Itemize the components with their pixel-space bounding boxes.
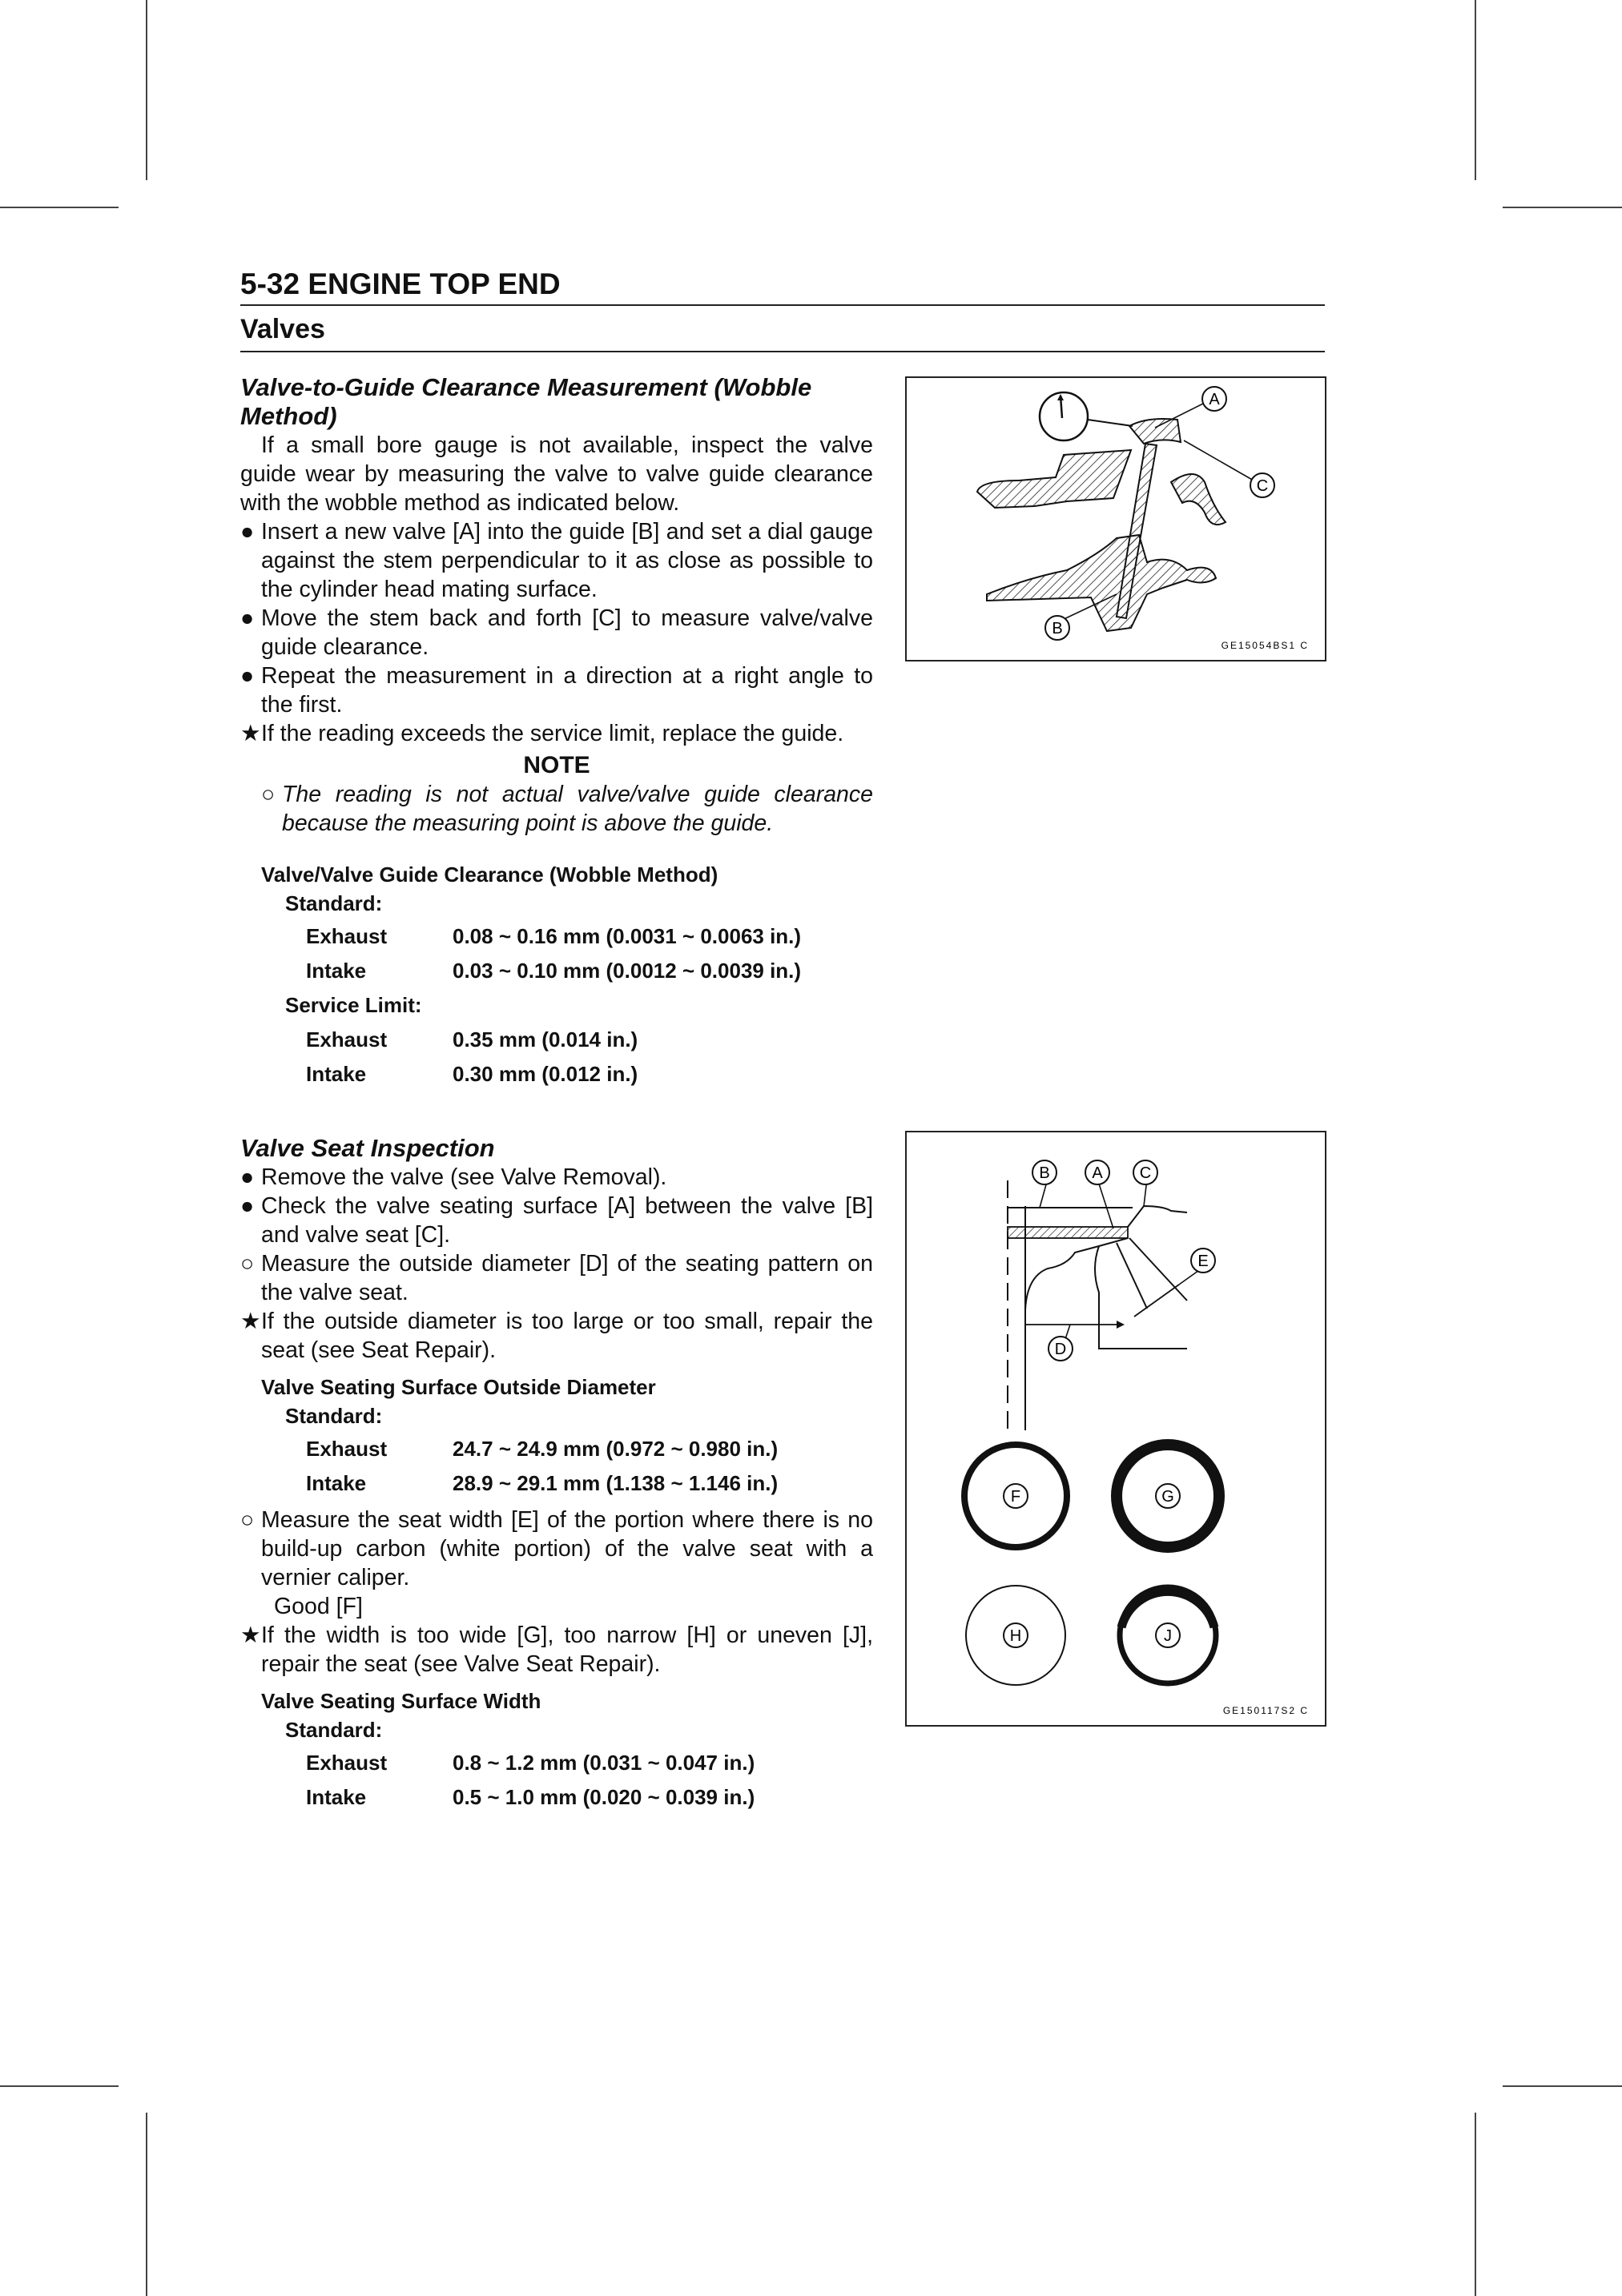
label-c (1250, 473, 1274, 497)
seat-star: ★ If the width is too wide [G], too narrow [H] or uneven [J], repair the seat (see Valve Seat Repair). (240, 1622, 873, 1677)
spec-subtitle: Standard: (285, 1404, 383, 1428)
svg-text:B: B (1039, 1164, 1050, 1182)
svg-text:B: B (1052, 620, 1063, 637)
label-h (1004, 1623, 1028, 1647)
wobble-figure (905, 376, 1326, 661)
bullet-mark: ● (240, 1193, 255, 1219)
svg-text:H: H (1009, 1627, 1022, 1645)
spec-row: Intake 0.03 ~ 0.10 mm (0.0012 ~ 0.0039 in.) (306, 959, 802, 983)
crop-mark (1503, 207, 1622, 208)
svg-text:A: A (1092, 1164, 1103, 1182)
svg-text:C: C (1139, 1164, 1152, 1182)
svg-text:J: J (1164, 1627, 1172, 1645)
wobble-diagram (907, 378, 1325, 660)
seat-substep: ○ Measure the outside diameter [D] of the seating pattern on the valve seat. (240, 1251, 873, 1305)
spec-row: Exhaust 0.08 ~ 0.16 mm (0.0031 ~ 0.0063 in.) (306, 924, 802, 948)
spec-block (261, 1687, 873, 1815)
label-j (1156, 1623, 1180, 1647)
wobble-intro: If a small bore gauge is not available, inspect the valve guide wear by measuring the valve to valve guide clearance with the wobble method as indicated below. (240, 432, 873, 516)
seat-heading: Valve Seat Inspection (240, 1134, 495, 1162)
label-a (1085, 1160, 1109, 1184)
circle-mark: ○ (240, 1251, 255, 1277)
spec-block (261, 1373, 873, 1501)
svg-text:F: F (1010, 1488, 1021, 1506)
good-label: Good [F] (274, 1594, 363, 1619)
spec-row: Intake 28.9 ~ 29.1 mm (1.138 ~ 1.146 in.) (306, 1471, 779, 1495)
wobble-step: ● Move the stem back and forth [C] to measure valve/valve guide clearance. (240, 605, 873, 660)
svg-text:C: C (1256, 477, 1269, 495)
spec-row: Intake 0.30 mm (0.012 in.) (306, 1062, 638, 1086)
seat-step: ● Check the valve seating surface [A] between the valve [B] and valve seat [C]. (240, 1193, 873, 1248)
bullet-mark: ● (240, 605, 255, 631)
dial-gauge-icon (1040, 392, 1088, 440)
figure-code: GE15054BS1 C (1221, 640, 1309, 651)
star-mark: ★ (240, 1622, 261, 1648)
seat-star: ★ If the outside diameter is too large or too small, repair the seat (see Seat Repair). (240, 1309, 873, 1363)
bullet-mark: ● (240, 663, 255, 689)
spec-title: Valve Seating Surface Outside Diameter (261, 1375, 656, 1399)
section-rule (240, 351, 1325, 352)
section-title: Valves (240, 314, 325, 344)
wobble-step: ● Insert a new valve [A] into the guide [B] and set a dial gauge against the stem perpendicular to it as close as possible to the cylinder head mating surface. (240, 519, 873, 602)
spec-row: Exhaust 0.8 ~ 1.2 mm (0.031 ~ 0.047 in.) (306, 1751, 755, 1775)
star-mark: ★ (240, 1309, 261, 1334)
star-mark: ★ (240, 721, 261, 746)
label-d (1048, 1337, 1073, 1361)
figure-code: GE150117S2 C (1222, 1705, 1309, 1716)
page-header (240, 264, 1325, 352)
wobble-heading: Valve-to-Guide Clearance Measurement (Wobble Method) (240, 373, 812, 430)
crop-mark (146, 2113, 147, 2296)
label-e (1191, 1249, 1215, 1273)
label-b (1032, 1160, 1057, 1184)
spec-title: Valve Seating Surface Width (261, 1689, 541, 1713)
seat-section (240, 1134, 873, 1815)
circle-mark: ○ (261, 782, 276, 807)
crop-mark (1503, 2085, 1622, 2087)
page-title: 5-32 ENGINE TOP END (240, 267, 561, 300)
svg-text:E: E (1197, 1253, 1209, 1270)
label-a (1202, 387, 1226, 411)
spec-row: Exhaust 24.7 ~ 24.9 mm (0.972 ~ 0.980 in.) (306, 1437, 779, 1461)
svg-text:D: D (1054, 1341, 1067, 1358)
label-b (1045, 616, 1069, 640)
label-g (1156, 1484, 1180, 1508)
spec-row: Intake 0.5 ~ 1.0 mm (0.020 ~ 0.039 in.) (306, 1785, 755, 1809)
svg-text:G: G (1161, 1488, 1174, 1506)
spec-title: Valve/Valve Guide Clearance (Wobble Method) (261, 863, 718, 887)
label-c (1133, 1160, 1157, 1184)
crop-mark (0, 2085, 119, 2087)
crop-mark (1475, 2113, 1476, 2296)
seat-step: ● Remove the valve (see Valve Removal). (240, 1164, 667, 1190)
bullet-mark: ● (240, 519, 255, 545)
crop-mark (0, 207, 119, 208)
spec-subtitle: Standard: (285, 891, 383, 915)
bullet-mark: ● (240, 1164, 255, 1190)
svg-text:A: A (1209, 391, 1220, 408)
wobble-step: ● Repeat the measurement in a direction at a right angle to the first. (240, 663, 873, 718)
label-f (1004, 1484, 1028, 1508)
circle-mark: ○ (240, 1507, 255, 1533)
wobble-star: ★ If the reading exceeds the service limit, replace the guide. (240, 721, 844, 746)
seat-figure (905, 1131, 1326, 1727)
note-title: NOTE (523, 752, 590, 778)
spec-subtitle: Service Limit: (285, 993, 422, 1017)
crop-mark (146, 0, 147, 180)
crop-mark (1475, 0, 1476, 180)
spec-subtitle: Standard: (285, 1718, 383, 1742)
seat-diagram (907, 1132, 1325, 1725)
spec-row: Exhaust 0.35 mm (0.014 in.) (306, 1027, 638, 1051)
note-text: ○ The reading is not actual valve/valve guide clearance because the measuring point is above the guide. (261, 782, 873, 836)
wobble-section (240, 373, 873, 1092)
spec-block (261, 860, 873, 1092)
seat-substep: ○ Measure the seat width [E] of the portion where there is no build-up carbon (white portion) of the valve seat with a vernier caliper. (240, 1507, 873, 1590)
